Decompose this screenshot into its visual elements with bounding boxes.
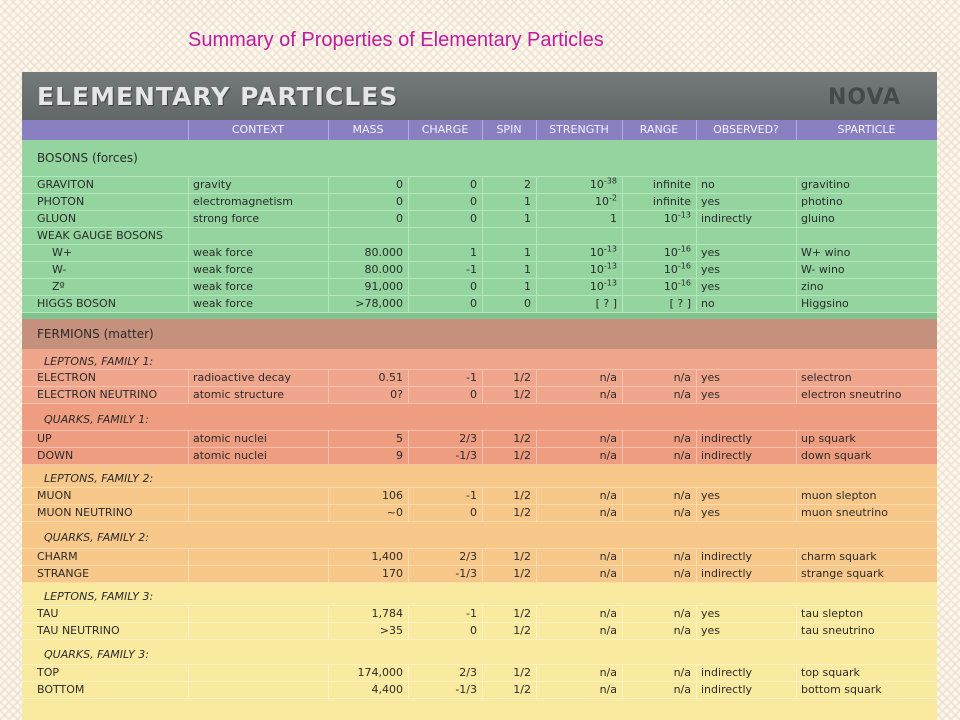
cell-spin: 1/2 (513, 449, 531, 462)
cell-sparticle: up squark (801, 432, 856, 445)
cell-mass: 174,000 (357, 666, 403, 679)
table-row (22, 566, 937, 582)
cell-observed: yes (701, 280, 721, 293)
cell-context (188, 665, 328, 681)
cell-sparticle: top squark (801, 666, 860, 679)
section-bosons (22, 140, 937, 176)
cell-name: CHARM (37, 550, 78, 563)
cell-name: ELECTRON NEUTRINO (37, 388, 158, 401)
cell-charge: 1 (470, 246, 477, 259)
cell-mass: 9 (396, 449, 403, 462)
cell-observed: yes (701, 371, 721, 384)
cell-name: ELECTRON (37, 371, 96, 384)
family-label: LEPTONS, FAMILY 2: (44, 472, 154, 485)
cell-mass: 80.000 (364, 263, 403, 276)
table-row (22, 228, 937, 244)
cell-context (188, 488, 328, 504)
value-base: 10 (663, 246, 678, 259)
cell-context: electromagnetism (193, 195, 293, 208)
column-header-observed: OBSERVED? (713, 123, 779, 136)
column-header-context: CONTEXT (231, 123, 285, 136)
cell-range: n/a (673, 432, 691, 445)
cell-spin: 1 (524, 246, 531, 259)
table-row (22, 682, 937, 698)
cell-context: atomic nuclei (193, 449, 267, 462)
cell-strength: [ ? ] (595, 297, 617, 310)
family-label: QUARKS, FAMILY 1: (44, 413, 150, 426)
cell-range (622, 228, 696, 244)
cell-context: radioactive decay (193, 371, 292, 384)
cell-context: weak force (193, 280, 254, 293)
cell-charge: 0 (470, 178, 477, 191)
cell-spin: 2 (524, 178, 531, 191)
cell-strength (536, 228, 622, 244)
cell-mass: >35 (379, 624, 403, 637)
cell-range: n/a (673, 388, 691, 401)
cell-name: TAU (37, 607, 59, 620)
cell-observed (696, 228, 796, 244)
cell-context (188, 623, 328, 639)
section-title: BOSONS (forces) (37, 151, 138, 165)
family-label-row (22, 404, 937, 430)
cell-charge: -1 (466, 371, 477, 384)
cell-mass: 1,784 (371, 607, 403, 620)
cell-spin: 1 (524, 195, 531, 208)
cell-strength (536, 194, 622, 210)
cell-strength: n/a (599, 506, 617, 519)
cell-context: atomic nuclei (193, 432, 267, 445)
column-header-spin: SPIN (496, 123, 522, 136)
table-row (22, 606, 937, 622)
cell-observed: yes (701, 489, 721, 502)
cell-sparticle: photino (801, 195, 843, 208)
value-exponent: -2 (609, 193, 617, 203)
cell-range: n/a (673, 683, 691, 696)
cell-range: n/a (673, 550, 691, 563)
cell-spin: 1/2 (513, 388, 531, 401)
cell-strength: n/a (599, 388, 617, 401)
cell-strength: n/a (599, 371, 617, 384)
cell-strength: n/a (599, 607, 617, 620)
cell-spin: 0 (524, 297, 531, 310)
cell-observed: no (701, 178, 715, 191)
column-header-range: RANGE (639, 123, 679, 136)
cell-mass: 0 (396, 212, 403, 225)
family-label: LEPTONS, FAMILY 3: (44, 590, 154, 603)
cell-range (622, 279, 696, 295)
table-row (22, 296, 937, 312)
cell-charge: 2/3 (459, 550, 477, 563)
cell-spin: 1/2 (513, 489, 531, 502)
cell-spin: 1 (524, 263, 531, 276)
section-title: FERMIONS (matter) (37, 327, 154, 341)
cell-name: PHOTON (37, 195, 85, 208)
cell-name: MUON (37, 489, 72, 502)
cell-mass: 1,400 (371, 550, 403, 563)
cell-spin: 1/2 (513, 666, 531, 679)
cell-mass: 80.000 (364, 246, 403, 259)
cell-mass: 0 (396, 178, 403, 191)
cell-mass: 0? (390, 388, 403, 401)
cell-range (622, 262, 696, 278)
column-header-row (22, 120, 937, 140)
cell-sparticle: down squark (801, 449, 872, 462)
cell-sparticle: selectron (801, 371, 852, 384)
cell-name: WEAK GAUGE BOSONS (37, 229, 163, 242)
cell-name: HIGGS BOSON (37, 297, 116, 310)
value-base: 10 (589, 280, 604, 293)
cell-strength: n/a (599, 449, 617, 462)
table-row (22, 279, 937, 295)
table-row (22, 431, 937, 447)
column-header-strength: STRENGTH (549, 123, 609, 136)
cell-charge (408, 228, 482, 244)
table-row (22, 488, 937, 504)
table-row (22, 194, 937, 210)
table-row (22, 665, 937, 681)
cell-range: [ ? ] (669, 297, 691, 310)
cell-name: UP (37, 432, 52, 445)
cell-mass: 106 (382, 489, 403, 502)
cell-charge: -1 (466, 263, 477, 276)
cell-observed: indirectly (701, 550, 753, 563)
cell-context: gravity (193, 178, 232, 191)
value-exponent: -13 (603, 278, 617, 288)
cell-observed: yes (701, 506, 721, 519)
cell-name: STRANGE (37, 567, 90, 580)
cell-mass: >78,000 (355, 297, 403, 310)
value-exponent: -38 (603, 176, 617, 186)
table-row (22, 387, 937, 403)
cell-observed: indirectly (701, 666, 753, 679)
cell-name: TAU NEUTRINO (37, 624, 120, 637)
cell-range: n/a (673, 489, 691, 502)
cell-sparticle: bottom squark (801, 683, 882, 696)
family-label-row (22, 640, 937, 664)
cell-range: n/a (673, 449, 691, 462)
cell-observed: yes (701, 246, 721, 259)
table-row (22, 211, 937, 227)
cell-range: n/a (673, 506, 691, 519)
cell-mass (328, 228, 408, 244)
cell-charge: 2/3 (459, 666, 477, 679)
section-fermions (22, 319, 937, 349)
cell-charge: -1/3 (455, 449, 477, 462)
cell-sparticle: tau sneutrino (801, 624, 875, 637)
value-exponent: -16 (677, 278, 691, 288)
cell-name: W- (52, 263, 67, 276)
cell-mass: ~0 (386, 506, 403, 519)
cell-observed: indirectly (701, 432, 753, 445)
cell-mass: 170 (382, 567, 403, 580)
cell-charge: 0 (470, 195, 477, 208)
cell-charge: 0 (470, 624, 477, 637)
cell-range (622, 211, 696, 227)
cell-charge: 0 (470, 280, 477, 293)
cell-mass: 0 (396, 195, 403, 208)
family-label-row (22, 522, 937, 548)
cell-strength (536, 279, 622, 295)
column-header-sparticle: SPARTICLE (837, 123, 896, 136)
cell-sparticle: W+ wino (801, 246, 851, 259)
cell-mass: 0.51 (378, 371, 403, 384)
cell-observed: yes (701, 388, 721, 401)
cell-sparticle: W- wino (801, 263, 845, 276)
value-base: 10 (595, 195, 610, 208)
table-banner (22, 72, 937, 120)
cell-strength: n/a (599, 432, 617, 445)
cell-charge: 0 (470, 506, 477, 519)
cell-spin: 1/2 (513, 506, 531, 519)
cell-range: infinite (652, 195, 691, 208)
cell-name: GRAVITON (37, 178, 94, 191)
table-row (22, 448, 937, 464)
cell-sparticle: strange squark (801, 567, 884, 580)
cell-sparticle: muon slepton (801, 489, 877, 502)
cell-charge: 2/3 (459, 432, 477, 445)
cell-context (188, 606, 328, 622)
value-base: 10 (589, 263, 604, 276)
family-label-row (22, 583, 937, 605)
cell-strength: n/a (599, 489, 617, 502)
cell-charge: -1/3 (455, 567, 477, 580)
particles-table (22, 72, 937, 720)
cell-observed: yes (701, 624, 721, 637)
column-header-mass: MASS (352, 123, 384, 136)
cell-context: strong force (193, 212, 260, 225)
family-label: QUARKS, FAMILY 2: (44, 531, 150, 544)
table-row (22, 262, 937, 278)
table-row (22, 370, 937, 386)
cell-observed: indirectly (701, 212, 753, 225)
cell-charge: -1/3 (455, 683, 477, 696)
cell-charge: 0 (470, 212, 477, 225)
cell-sparticle: muon sneutrino (801, 506, 888, 519)
cell-strength (536, 211, 622, 227)
cell-spin: 1/2 (513, 607, 531, 620)
cell-spin: 1/2 (513, 550, 531, 563)
cell-sparticle: Higgsino (801, 297, 849, 310)
cell-strength: n/a (599, 683, 617, 696)
family-label: LEPTONS, FAMILY 1: (44, 355, 154, 368)
cell-sparticle: tau slepton (801, 607, 864, 620)
cell-name: BOTTOM (37, 683, 85, 696)
cell-sparticle: zino (801, 280, 824, 293)
cell-context (188, 228, 328, 244)
value-base: 10 (663, 212, 678, 225)
cell-spin: 1/2 (513, 432, 531, 445)
family-label-row (22, 349, 937, 369)
value-base: 10 (663, 280, 678, 293)
cell-name: W+ (52, 246, 73, 259)
cell-range: n/a (673, 567, 691, 580)
value-base: 1 (610, 212, 617, 225)
cell-spin: 1 (524, 212, 531, 225)
cell-context (188, 505, 328, 521)
cell-spin: 1/2 (513, 683, 531, 696)
cell-context (188, 549, 328, 565)
cell-observed: yes (701, 607, 721, 620)
cell-charge: 0 (470, 297, 477, 310)
value-exponent: -16 (677, 261, 691, 271)
table-row (22, 549, 937, 565)
table-row (22, 245, 937, 261)
cell-observed: indirectly (701, 683, 753, 696)
value-exponent: -16 (677, 244, 691, 254)
value-exponent: -13 (603, 244, 617, 254)
value-base: 10 (589, 178, 604, 191)
table-bottom (22, 699, 937, 720)
cell-charge: -1 (466, 607, 477, 620)
cell-name: Zº (52, 280, 65, 293)
table-row (22, 505, 937, 521)
cell-observed: indirectly (701, 449, 753, 462)
cell-charge: 0 (470, 388, 477, 401)
value-base: 10 (663, 263, 678, 276)
cell-strength: n/a (599, 550, 617, 563)
value-base: 10 (589, 246, 604, 259)
cell-range (622, 245, 696, 261)
cell-name: TOP (37, 666, 60, 679)
cell-spin: 1/2 (513, 371, 531, 384)
cell-charge: -1 (466, 489, 477, 502)
cell-strength (536, 245, 622, 261)
cell-range: n/a (673, 624, 691, 637)
cell-strength: n/a (599, 666, 617, 679)
cell-observed: yes (701, 195, 721, 208)
cell-sparticle: electron sneutrino (801, 388, 902, 401)
cell-sparticle (796, 228, 937, 244)
cell-range: n/a (673, 666, 691, 679)
cell-spin (482, 228, 536, 244)
table-row (22, 177, 937, 193)
cell-name: DOWN (37, 449, 74, 462)
cell-mass: 91,000 (364, 280, 403, 293)
cell-spin: 1 (524, 280, 531, 293)
cell-sparticle: charm squark (801, 550, 877, 563)
cell-mass: 5 (396, 432, 403, 445)
table-row (22, 623, 937, 639)
family-label-row (22, 465, 937, 487)
cell-strength (536, 177, 622, 193)
cell-observed: indirectly (701, 567, 753, 580)
cell-range: n/a (673, 607, 691, 620)
cell-mass: 4,400 (371, 683, 403, 696)
cell-strength: n/a (599, 567, 617, 580)
table-title: ELEMENTARY PARTICLES (37, 82, 399, 111)
value-exponent: -13 (603, 261, 617, 271)
cell-spin: 1/2 (513, 567, 531, 580)
column-header-charge: CHARGE (421, 123, 469, 136)
cell-context: weak force (193, 297, 254, 310)
cell-context: weak force (193, 263, 254, 276)
cell-context (188, 566, 328, 582)
cell-range: n/a (673, 371, 691, 384)
cell-strength: n/a (599, 624, 617, 637)
cell-context: atomic structure (193, 388, 285, 401)
cell-context (188, 682, 328, 698)
slide-title: Summary of Properties of Elementary Particles (188, 29, 604, 51)
value-exponent: -13 (677, 210, 691, 220)
cell-observed: yes (701, 263, 721, 276)
nova-logo: NOVA (828, 85, 902, 110)
cell-sparticle: gravitino (801, 178, 850, 191)
cell-sparticle: gluino (801, 212, 835, 225)
cell-strength (536, 262, 622, 278)
cell-range: infinite (652, 178, 691, 191)
cell-observed: no (701, 297, 715, 310)
cell-name: MUON NEUTRINO (37, 506, 133, 519)
cell-context: weak force (193, 246, 254, 259)
family-label: QUARKS, FAMILY 3: (44, 648, 150, 661)
cell-name: GLUON (37, 212, 77, 225)
cell-spin: 1/2 (513, 624, 531, 637)
